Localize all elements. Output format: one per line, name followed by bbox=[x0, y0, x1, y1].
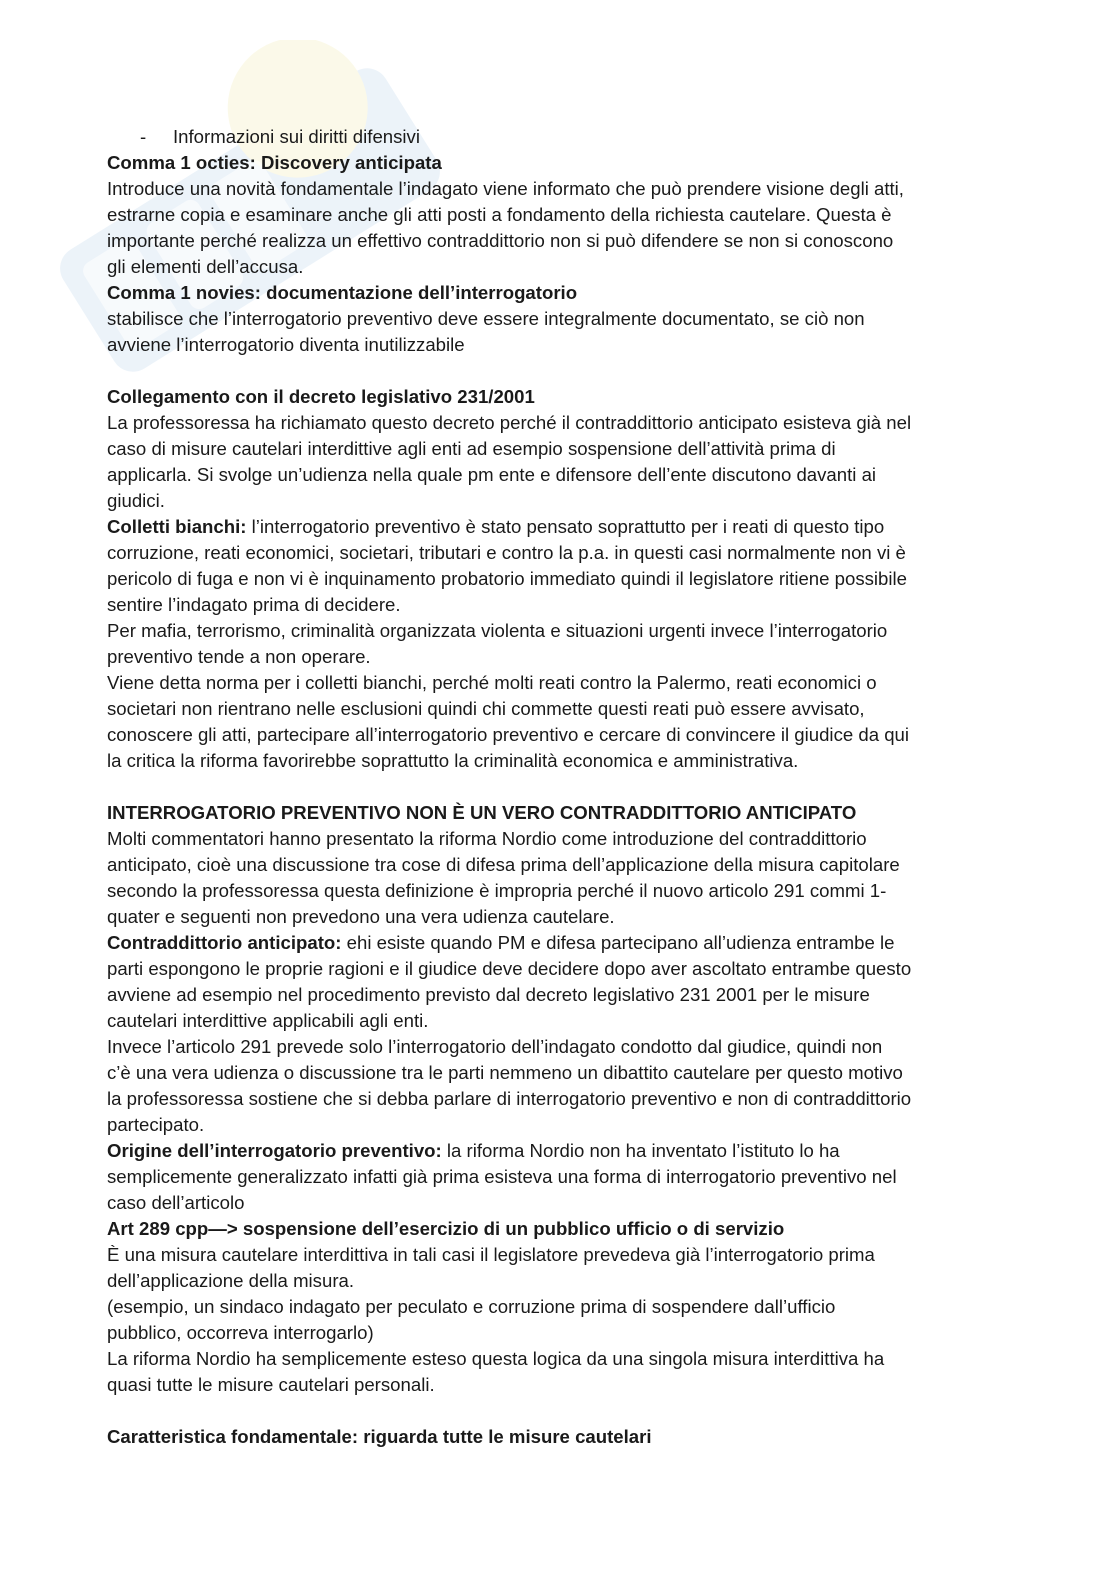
paragraph-line: la professoressa sostiene che si debba parlare di interrogatorio preventivo e non di contraddittorio bbox=[107, 1088, 912, 1109]
heading-documentazione-interrogatorio: Comma 1 novies: documentazione dell’interrogatorio bbox=[107, 282, 578, 303]
lead-colletti-bianchi: Colletti bianchi: bbox=[107, 516, 247, 537]
paragraph-line: preventivo tende a non operare. bbox=[107, 646, 371, 667]
blank-line bbox=[107, 358, 1017, 384]
blank-line bbox=[107, 774, 1017, 800]
paragraph-line: caso di misure cautelari interdittive agli enti ad esempio sospensione dell’attività prima di bbox=[107, 438, 836, 459]
paragraph-line: giudici. bbox=[107, 490, 165, 511]
heading-caratteristica-fondamentale: Caratteristica fondamentale: riguarda tutte le misure cautelari bbox=[107, 1426, 652, 1447]
paragraph-line: sentire l’indagato prima di decidere. bbox=[107, 594, 401, 615]
paragraph-line: semplicemente generalizzato infatti già prima esisteva una forma di interrogatorio preventivo nel bbox=[107, 1166, 897, 1187]
paragraph-contraddittorio-anticipato bbox=[107, 930, 1017, 956]
paragraph-line: c’è una vera udienza o discussione tra le parti nemmeno un dibattito cautelare per questo motivo bbox=[107, 1062, 903, 1083]
lead-rest: ehi esiste quando PM e difesa partecipano all’udienza entrambe le bbox=[341, 932, 895, 953]
bullet-text: Informazioni sui diritti difensivi bbox=[173, 126, 420, 147]
paragraph-line: quasi tutte le misure cautelari personali. bbox=[107, 1374, 435, 1395]
paragraph-line: parti espongono le proprie ragioni e il giudice deve decidere dopo aver ascoltato entrambe questo bbox=[107, 958, 912, 979]
paragraph-line: secondo la professoressa questa definizione è impropria perché il nuovo articolo 291 commi 1- bbox=[107, 880, 887, 901]
lead-rest: la riforma Nordio non ha inventato l’istituto lo ha bbox=[441, 1140, 840, 1161]
document-page bbox=[107, 124, 1017, 1450]
heading-collegamento-decreto: Collegamento con il decreto legislativo 231/2001 bbox=[107, 386, 535, 407]
paragraph-line: applicarla. Si svolge un’udienza nella quale pm ente e difensore dell’ente discutono davanti ai bbox=[107, 464, 877, 485]
paragraph-line: pubblico, occorreva interrogarlo) bbox=[107, 1322, 374, 1343]
paragraph-line: La riforma Nordio ha semplicemente esteso questa logica da una singola misura interdittiva ha bbox=[107, 1348, 885, 1369]
paragraph-line: cautelari interdittive applicabili agli enti. bbox=[107, 1010, 429, 1031]
bullet-item bbox=[107, 124, 1017, 150]
paragraph-line: anticipato, cioè una discussione tra cose di difesa prima dell’applicazione della misura capitolare bbox=[107, 854, 900, 875]
lead-origine-interrogatorio: Origine dell’interrogatorio preventivo: bbox=[107, 1140, 442, 1161]
paragraph-line: gli elementi dell’accusa. bbox=[107, 256, 304, 277]
paragraph-line: estrarne copia e esaminare anche gli atti posti a fondamento della richiesta cautelare. Questa è bbox=[107, 204, 892, 225]
lead-rest: l’interrogatorio preventivo è stato pensato soprattutto per i reati di questo tipo bbox=[246, 516, 885, 537]
paragraph-line: la critica la riforma favorirebbe soprattutto la criminalità economica e amministrativa. bbox=[107, 750, 799, 771]
lead-contraddittorio-anticipato: Contraddittorio anticipato: bbox=[107, 932, 342, 953]
paragraph-line: Introduce una novità fondamentale l’indagato viene informato che può prendere visione degli atti, bbox=[107, 178, 904, 199]
paragraph-origine-interrogatorio bbox=[107, 1138, 1017, 1164]
paragraph-line: corruzione, reati economici, societari, tributari e contro la p.a. in questi casi normalmente non vi è bbox=[107, 542, 906, 563]
paragraph-line: Viene detta norma per i colletti bianchi, perché molti reati contro la Palermo, reati economici o bbox=[107, 672, 877, 693]
paragraph-line: È una misura cautelare interdittiva in tali casi il legislatore prevedeva già l’interrogatorio prima bbox=[107, 1244, 875, 1265]
paragraph-line: Invece l’articolo 291 prevede solo l’interrogatorio dell’indagato condotto dal giudice, quindi non bbox=[107, 1036, 883, 1057]
paragraph-line: Per mafia, terrorismo, criminalità organizzata violenta e situazioni urgenti invece l’interrogatorio bbox=[107, 620, 888, 641]
paragraph-line: Molti commentatori hanno presentato la riforma Nordio come introduzione del contraddittorio bbox=[107, 828, 867, 849]
paragraph-colletti-bianchi bbox=[107, 514, 1017, 540]
heading-art-289: Art 289 cpp—> sospensione dell’esercizio di un pubblico ufficio o di servizio bbox=[107, 1218, 785, 1239]
heading-non-vero-contraddittorio: INTERROGATORIO PREVENTIVO NON È UN VERO CONTRADDITTORIO ANTICIPATO bbox=[107, 802, 857, 823]
heading-discovery-anticipata: Comma 1 octies: Discovery anticipata bbox=[107, 152, 442, 173]
blank-line bbox=[107, 1398, 1017, 1424]
paragraph-line: dell’applicazione della misura. bbox=[107, 1270, 355, 1291]
paragraph-line: caso dell’articolo bbox=[107, 1192, 245, 1213]
paragraph-line: importante perché realizza un effettivo contraddittorio non si può difendere se non si conoscono bbox=[107, 230, 894, 251]
paragraph-line: societari non rientrano nelle esclusioni quindi chi commette questi reati può essere avvisato, bbox=[107, 698, 865, 719]
paragraph-line: partecipato. bbox=[107, 1114, 205, 1135]
paragraph-line: avviene ad esempio nel procedimento previsto dal decreto legislativo 231 2001 per le misure bbox=[107, 984, 870, 1005]
bullet-dash: - bbox=[140, 126, 147, 147]
paragraph-line: stabilisce che l’interrogatorio preventivo deve essere integralmente documentato, se ciò non bbox=[107, 308, 865, 329]
paragraph-line: (esempio, un sindaco indagato per peculato e corruzione prima di sospendere dall’ufficio bbox=[107, 1296, 836, 1317]
paragraph-line: quater e seguenti non prevedono una vera udienza cautelare. bbox=[107, 906, 615, 927]
paragraph-line: avviene l’interrogatorio diventa inutilizzabile bbox=[107, 334, 465, 355]
paragraph-line: conoscere gli atti, partecipare all’interrogatorio preventivo e cercare di convincere il giudice da qui bbox=[107, 724, 910, 745]
paragraph-line: pericolo di fuga e non vi è inquinamento probatorio immediato quindi il legislatore ritiene possibile bbox=[107, 568, 908, 589]
paragraph-line: La professoressa ha richiamato questo decreto perché il contraddittorio anticipato esisteva già nel bbox=[107, 412, 912, 433]
